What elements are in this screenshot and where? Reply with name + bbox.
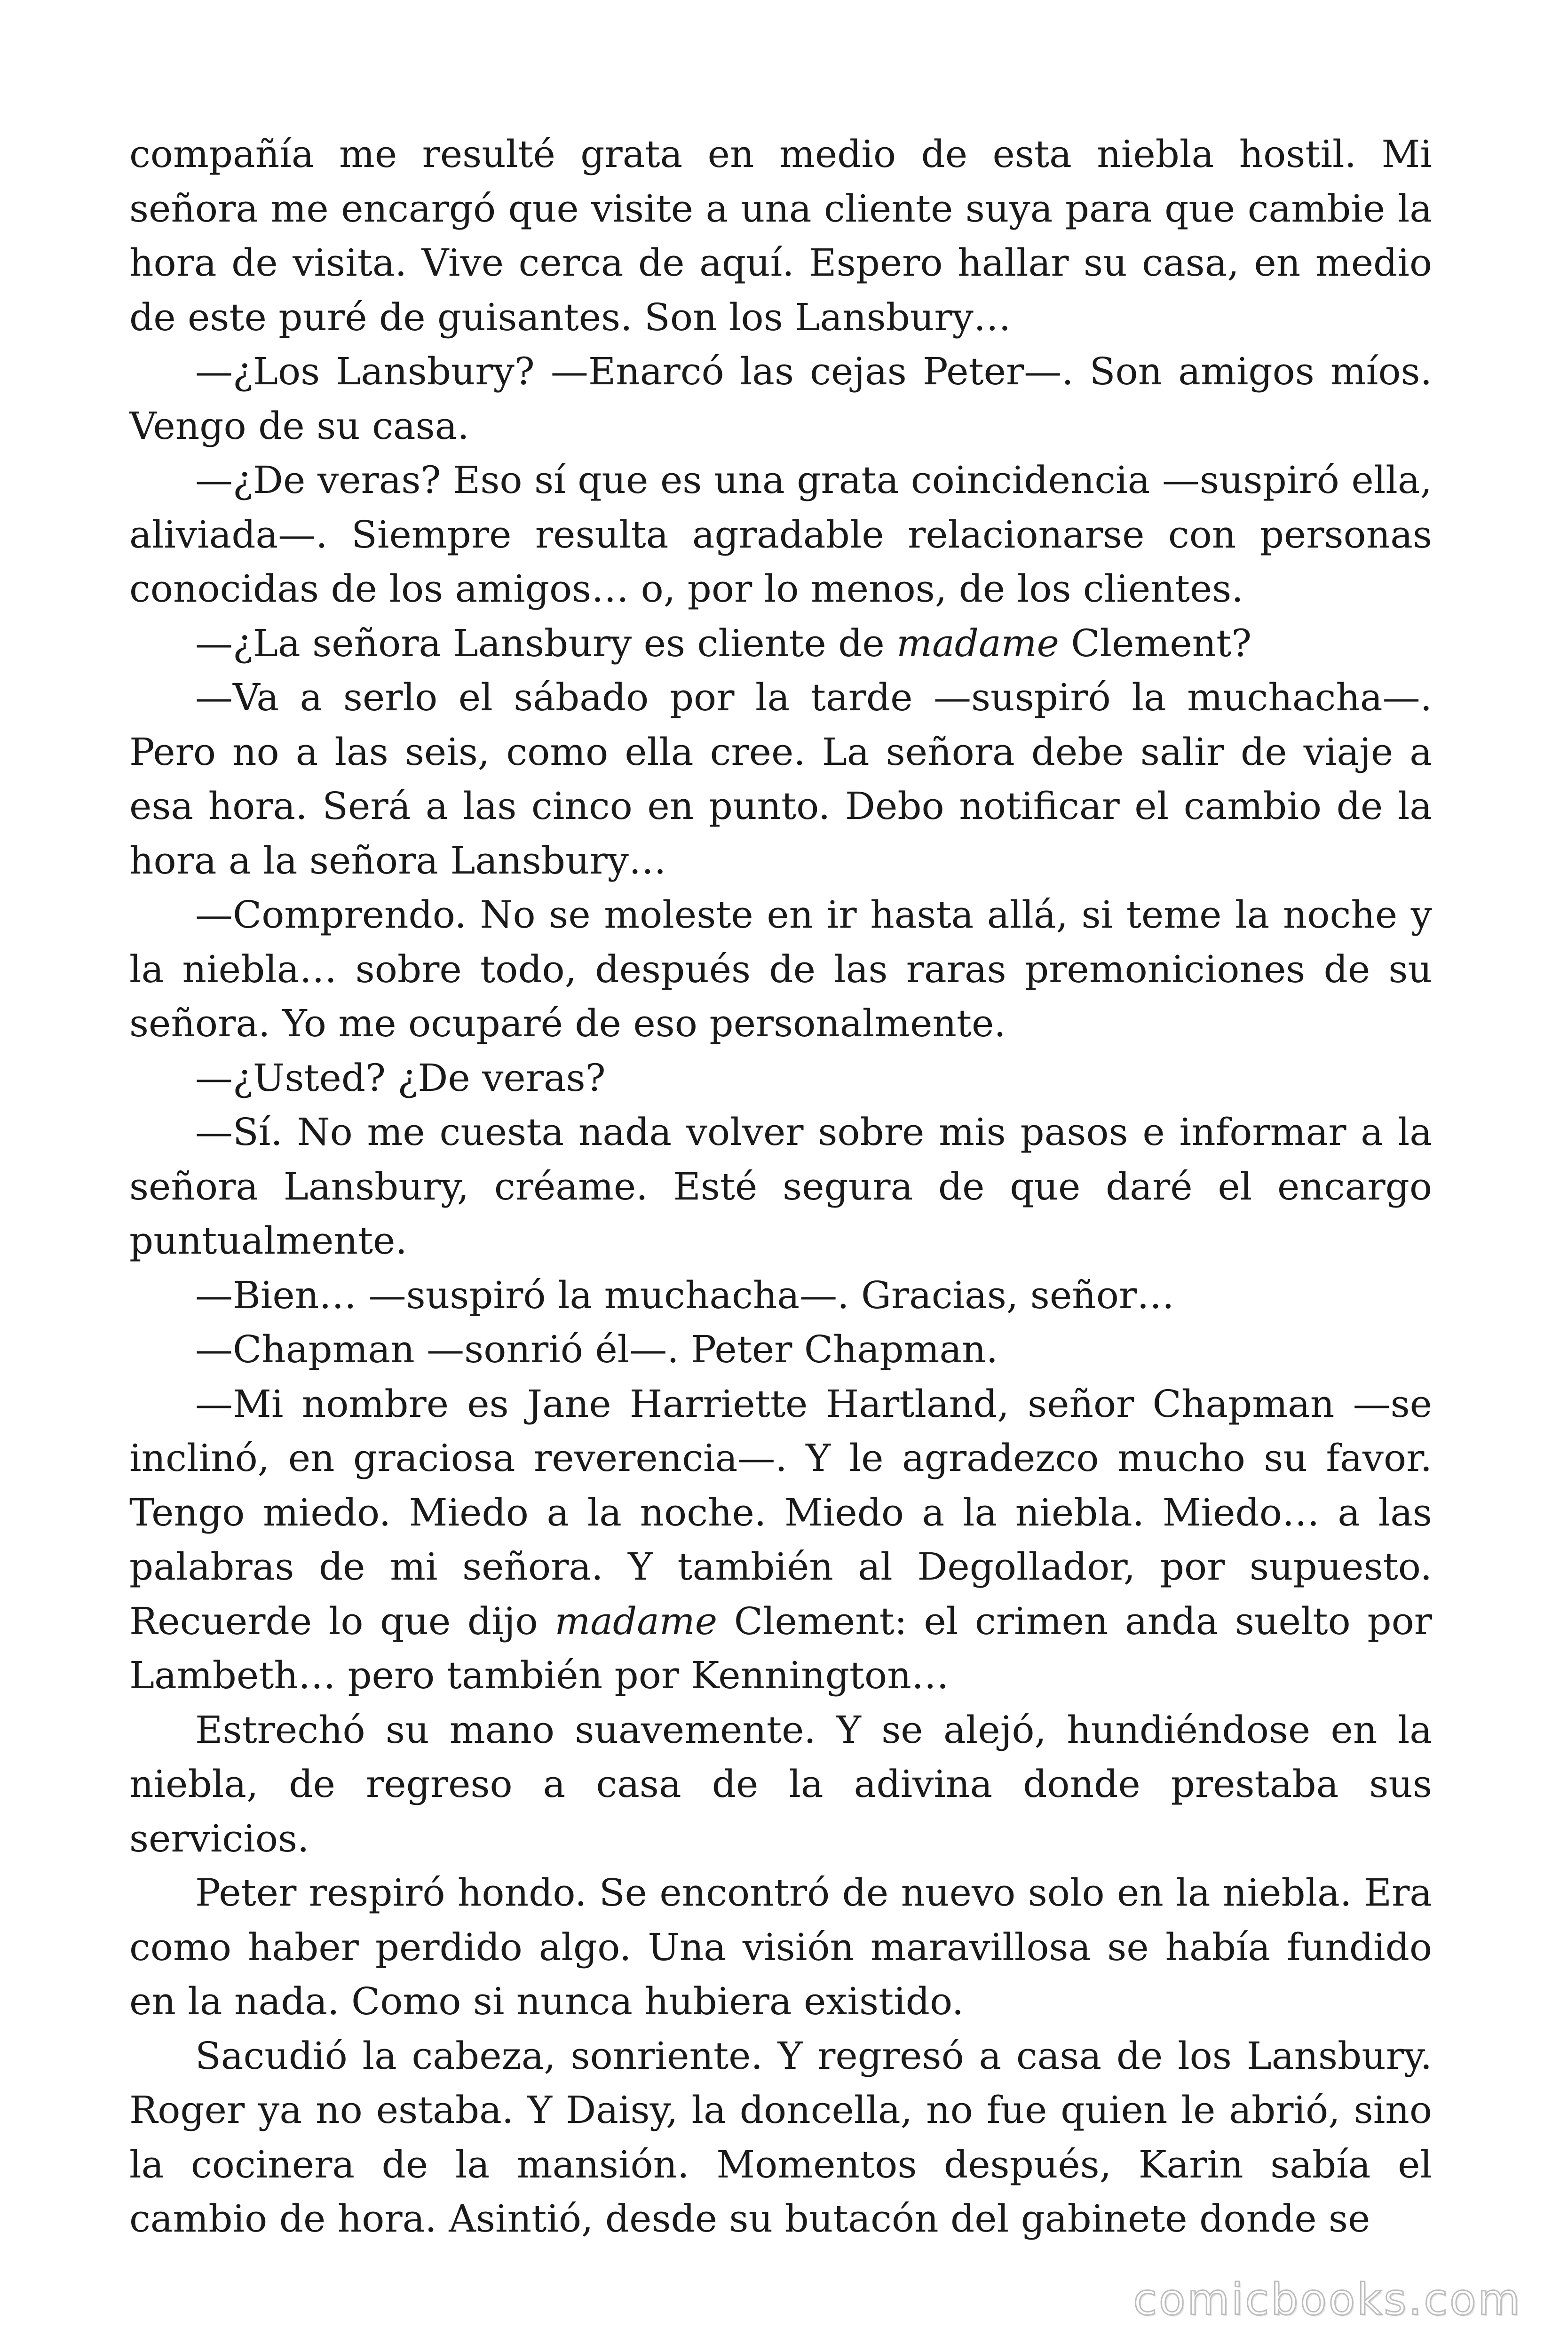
paragraph xyxy=(129,1105,1432,1268)
paragraph-text: —Comprendo. No se moleste en ir hasta allá, si teme la noche y la niebla… sobre todo, después de las raras premoniciones de su señora. Yo me ocuparé de eso personalmente. xyxy=(129,893,1432,1045)
paragraph-text: —Bien… —suspiró la muchacha—. Gracias, señor… xyxy=(195,1273,1175,1317)
paragraph-text: —¿Usted? ¿De veras? xyxy=(195,1056,606,1100)
italic-text: madame xyxy=(554,1599,718,1643)
paragraph xyxy=(129,453,1432,616)
paragraph-text: Estrechó su mano suavemente. Y se alejó, hundiéndose en la niebla, de regreso a casa de la adivina donde prestaba sus servicios. xyxy=(129,1708,1432,1860)
paragraph-text: compañía me resulté grata en medio de esta niebla hostil. Mi señora me encargó que visite a una cliente suya para que cambie la hora de visita. Vive cerca de aquí. Espero hallar su casa, en medio de este puré de guisantes. Son los Lansbury… xyxy=(129,132,1432,339)
paragraph xyxy=(129,1377,1432,1703)
paragraph-text: Peter respiró hondo. Se encontró de nuevo solo en la niebla. Era como haber perdido algo. Una visión maravillosa se había fundido en la nada. Como si nunca hubiera existido. xyxy=(129,1871,1432,2023)
italic-text: madame xyxy=(896,621,1059,665)
paragraph-text: —¿La señora Lansbury es cliente de xyxy=(195,621,897,665)
paragraph xyxy=(129,127,1432,344)
paragraph-text: Clement? xyxy=(1059,621,1252,665)
paragraph xyxy=(129,344,1432,453)
site-watermark: comicbooks.com xyxy=(1133,2274,1522,2325)
paragraph xyxy=(129,2029,1432,2246)
paragraph xyxy=(129,1322,1432,1377)
paragraph xyxy=(129,1866,1432,2029)
paragraph-text: Clement: el crimen anda suelto por Lambeth… pero también por Kennington… xyxy=(129,1599,1432,1697)
page-text-body xyxy=(129,127,1432,2246)
paragraph xyxy=(129,670,1432,888)
paragraph-text: —Va a serlo el sábado por la tarde —suspiró la muchacha—. Pero no a las seis, como ella cree. La señora debe salir de viaje a esa hora. Será a las cinco en punto. Debo notificar el cambio de la hora a la señora Lansbury… xyxy=(129,675,1432,882)
paragraph xyxy=(129,616,1432,671)
paragraph-text: —Sí. No me cuesta nada volver sobre mis pasos e informar a la señora Lansbury, créame. Esté segura de que daré el encargo puntualmente. xyxy=(129,1110,1432,1263)
paragraph-text: Sacudió la cabeza, sonriente. Y regresó a casa de los Lansbury. Roger ya no estaba. Y Daisy, la doncella, no fue quien le abrió, sino la cocinera de la mansión. Momentos después, Karin sabía el cambio de hora. Asintió, desde su butacón del gabinete donde se xyxy=(129,2034,1432,2241)
paragraph xyxy=(129,1703,1432,1866)
paragraph xyxy=(129,1268,1432,1323)
paragraph-text: —¿Los Lansbury? —Enarcó las cejas Peter—. Son amigos míos. Vengo de su casa. xyxy=(129,350,1432,448)
paragraph xyxy=(129,888,1432,1051)
paragraph-text: —¿De veras? Eso sí que es una grata coincidencia —suspiró ella, aliviada—. Siempre resulta agradable relacionarse con personas conocidas de los amigos… o, por lo menos, de los clientes. xyxy=(129,458,1432,611)
paragraph xyxy=(129,1051,1432,1105)
paragraph-text: —Mi nombre es Jane Harriette Hartland, señor Chapman —se inclinó, en graciosa reverencia—. Y le agradezco mucho su favor. Tengo miedo. Miedo a la noche. Miedo a la niebla. Miedo… a las palabras de mi señora. Y también al Degollador, por supuesto. Recuerde lo que dijo xyxy=(129,1382,1432,1643)
paragraph-text: —Chapman —sonrió él—. Peter Chapman. xyxy=(195,1327,998,1371)
